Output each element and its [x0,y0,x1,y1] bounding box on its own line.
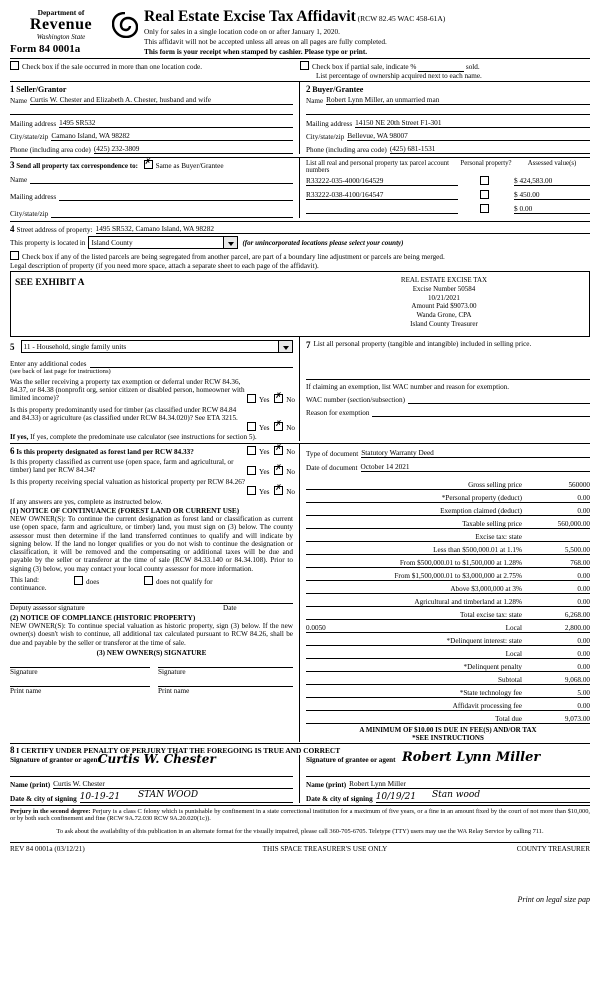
state-label: Washington State [36,33,86,41]
dept-label: Department of [37,8,85,17]
sold-label: sold. [465,63,480,71]
header-line-2: This affidavit will not be accepted unless all areas on all pages are fully completed. [144,37,387,46]
q2-note: If yes, complete the predominate use calculator (see instructions for section 5). [30,433,257,441]
stamp-line-4: Amount Paid $9073.00 [411,302,477,311]
grantee-date-city-label: Date & city of signing [306,795,373,803]
buyer-mailing-label: Mailing address [306,120,353,128]
local-value[interactable]: 2,800.00 [564,624,590,632]
stamp-line-2: Excise Number 50584 [412,284,476,293]
personal-property-list[interactable] [306,368,590,380]
parcel-table-section [300,158,590,218]
stamp-line-3: 10/21/2021 [428,293,460,302]
state-technology-fee-label: *State technology fee [459,689,522,697]
county-value: Island County [91,238,133,247]
partial-sale-label: Check box if partial sale, indicate % [312,63,417,71]
reason-exemption-label: Reason for exemption [306,409,370,417]
perjury-lead: Perjury in the second degree: [10,808,91,815]
new-owner-printname-label-1: Print name [10,686,42,695]
use-code-dropdown[interactable] [21,340,294,353]
exemption-claimed-value[interactable]: 0.00 [577,507,590,515]
buyer-phone-value[interactable]: (425) 681-1531 [390,144,590,154]
delinquent-interest-local-value[interactable]: 0.00 [577,650,590,658]
s6q1-no-label: No [286,448,296,456]
minimum-due-note: A MINIMUM OF $10.00 IS DUE IN FEE(S) AND/OR TAX [359,726,537,734]
s6q2-yes-checkbox[interactable] [247,466,256,475]
does-not-label: does not qualify for [156,577,213,586]
seller-section [10,82,300,154]
assessed-value[interactable]: $ 424,583.00 [514,176,590,186]
timber-question: Is this property predominantly used for timber (as classified under RCW 84.84 and 84.33) or agriculture (as classified under RCW 84.34.020)? See ETA 3215. [10,406,238,422]
continuance-text: NEW OWNER(S): To continue the current designation as forest land or classification as current use (open space, farm and agriculture, or timber) land, you must sign on (3) below. The county assessor must then determine if the land transferred continues to qualify and will indicate by signing below. If the land no longer qualifies or you do not wish to continue the designation or classification, it will be removed and the compensating or additional taxes will be due and payable by the seller or transferor at the time of sale (RCW 84.33.140 or 84.34.108). Prior to signing (3) below, you may contact your local county assessor for more information. [10,515,293,573]
seller-name-label: Name [10,97,28,105]
section3-row [10,158,590,218]
new-owner-printname-label-2: Print name [158,686,190,695]
use-code-value: 11 - Household, single family units [23,342,127,351]
ag-timber-label: Agricultural and timberland at 1.28% [414,598,522,606]
buyer-number: 2 [306,84,311,94]
exemption-instruction: If claiming an exemption, list WAC number and reason for exemption. [306,383,510,391]
section6-number: 6 [10,446,15,456]
buyer-name-label: Name [306,97,324,105]
continuance-label: continuance. [10,583,47,592]
reason-exemption-value[interactable] [372,407,590,417]
q2-no-checkbox[interactable] [274,422,283,431]
form-number: Form 84 0001a [10,43,81,55]
certify-heading: I CERTIFY UNDER PENALTY OF PERJURY THAT THE FOREGOING IS TRUE AND CORRECT [16,746,341,755]
compliance-text: NEW OWNER(S): To continue special valuation as historic property, sign (3) below. If the new owner(s) doesn't wish to continue, all additional tax calculated pursuant to RCW 84.26, shall be due and payable by the seller or transferor at the time of sale. [10,621,293,647]
same-as-buyer-label: Same as Buyer/Grantee [155,162,224,170]
section6 [10,444,300,742]
grantee-signature-label: Signature of grantee or agent [306,756,396,764]
delinquent-interest-state-label: *Delinquent interest: state [446,637,522,645]
seller-name-value[interactable]: Curtis W. Chester and Elizabeth A. Chester, husband and wife [30,95,293,105]
delinquent-penalty-label: *Delinquent penalty [463,663,522,671]
parties-row [10,82,590,154]
does-label: does [86,577,100,586]
assessed-value-header: Assessed value(s) [527,160,577,167]
document-date-label: Date of document [306,464,358,472]
affidavit-page [0,8,600,996]
parcel-row [306,190,590,200]
buyer-heading: Buyer/Grantee [312,85,364,94]
header-line-1: Only for sales in a single location code on or after January 1, 2020. [144,27,340,36]
additional-codes-value[interactable] [90,357,293,368]
see-back-note: (see back of last page for instructions) [10,368,111,375]
s6q3-yes-checkbox[interactable] [247,486,256,495]
current-use-question: Is this property classified as current use (open space, farm and agricultural, or timber) land per RCW 84.34? [10,458,234,474]
rcw-reference: (RCW 82.45 WAC 458-61A) [357,14,446,23]
top-checkbox-row [10,61,590,80]
form-title-block [138,8,590,56]
historic-question: Is this property receiving special valuation as historical property per RCW 84.26? [10,478,245,486]
if-any-yes-note: If any answers are yes, complete as instructed below. [10,498,163,506]
personal-property-deduct-value[interactable]: 0.00 [577,494,590,502]
segregation-checkbox[interactable] [10,251,19,260]
section3-number: 3 [10,160,15,170]
tier3-label: From $1,500,000.01 to $3,000,000 at 2.75% [394,572,522,580]
q1-no-checkbox[interactable] [274,394,283,403]
buyer-phone-label: Phone (including area code) [306,146,387,154]
chevron-down-icon[interactable] [223,237,237,248]
document-type-label: Type of document [306,450,359,458]
s6q1-yes-label: Yes [259,448,270,456]
seller-mailing-label: Mailing address [10,120,57,128]
parcel-header: List all real and personal property tax parcel account numbers [306,160,450,174]
document-type-value[interactable]: Statutory Warranty Deed [361,448,590,458]
seller-number: 1 [10,84,15,94]
tier4-label: Above $3,000,000 at 3% [450,585,522,593]
total-due-label: Total due [495,715,522,723]
section3-heading: Send all property tax correspondence to: [16,162,138,170]
continuance-heading: (1) NOTICE OF CONTINUANCE (FOREST LAND OR CURRENT USE) [10,507,240,515]
forest-land-question: Is this property designated as forest land per RCW 84.33? [16,448,194,456]
this-land-label: This land: [10,575,39,584]
seller-citystate-label: City/state/zip [10,133,49,141]
see-instructions-note: *SEE INSTRUCTIONS [412,734,484,742]
grantee-printname-value[interactable]: Robert Lynn Miller [349,779,590,789]
total-due-value[interactable]: 9,073.00 [564,715,590,723]
affidavit-processing-fee-label: Affidavit processing fee [452,702,522,710]
parcel-number[interactable]: R33222-035-4000/164529 [306,176,458,186]
personal-property-deduct-label: *Personal property (deduct) [441,494,522,502]
corr-citystate-label: City/state/zip [10,210,49,218]
tax-calculation-section [300,444,590,742]
county-treasurer-label: COUNTY TREASURER [516,845,590,854]
unincorporated-note: (for unincorporated locations please select your county) [242,238,404,247]
s6q3-no-label: No [286,488,296,496]
subtotal-value[interactable]: 9,068.00 [564,676,590,684]
street-address-value[interactable]: 1495 SR532, Camano Island, WA 98282 [96,224,590,234]
page-title: Real Estate Excise Tax Affidavit [144,8,356,25]
delinquent-penalty-value[interactable]: 0.00 [577,663,590,671]
located-in-label: This property is located in [10,238,86,247]
tier2-label: From $500,000.01 to $1,500,000 at 1.28% [399,559,522,567]
corr-mailing-value[interactable] [59,190,293,201]
section8-number: 8 [10,745,15,755]
chevron-down-icon[interactable] [278,341,292,352]
personal-property-checkbox[interactable] [480,190,489,199]
s6q2-no-label: No [286,468,296,476]
stamp-line-6: Island County Treasurer [410,319,478,328]
personal-property-checkbox[interactable] [480,176,489,185]
buyer-citystate-value[interactable]: Bellevue, WA 98007 [347,131,590,141]
corr-name-label: Name [10,176,28,184]
buyer-section [300,82,590,154]
section7-heading: List all personal property (tangible and intangible) included in selling price. [313,340,532,348]
assessed-value[interactable]: $ 450.00 [514,190,590,200]
excise-tax-state-label: Excise tax: state [475,533,522,541]
revenue-label: Revenue [29,16,93,33]
partial-sale-checkbox[interactable] [300,61,309,70]
grantee-city-value[interactable]: Stan wood [432,790,481,800]
grantor-date-value[interactable]: 10-19-21 [80,792,293,803]
seller-heading: Seller/Grantor [16,85,67,94]
local-rate-value[interactable]: 0.0050 [306,624,326,632]
q1-yes-checkbox[interactable] [247,394,256,403]
document-date-value[interactable]: October 14 2021 [361,462,591,472]
parcel-number[interactable]: R33222-038-4100/164547 [306,190,458,200]
tier1-value[interactable]: 5,500.00 [564,546,590,554]
section4 [10,224,590,272]
q2-no-label: No [286,424,296,432]
does-checkbox[interactable] [74,576,83,585]
form-header [10,8,590,56]
grantee-printname-label: Name (print) [306,781,347,789]
excise-stamp [299,272,589,336]
section4-number: 4 [10,224,15,234]
tax-correspondence-section [10,158,300,218]
q2-yes-checkbox[interactable] [247,422,256,431]
taxable-selling-price-label: Taxable selling price [462,520,522,528]
section5-number: 5 [10,341,15,352]
perjury-notice [10,808,590,822]
parcel-row [306,204,590,214]
perjury-text: Perjury is a class C felony which is punishable by confinement in a state correctional institution for a maximum of five years, or a fine in an amount fixed by the court of not more than $10,000, or by both such confinement and fine (RCW 9A.72.030 RCW 9A.20.020(1c)). [10,808,590,822]
county-dropdown[interactable] [88,236,238,249]
section8 [10,745,590,803]
form-revision: REV 84 0001a (03/12/21) [10,845,85,854]
grantor-city-value[interactable]: STAN WOOD [138,790,199,800]
tier3-value[interactable]: 0.00 [577,572,590,580]
gross-selling-price-value[interactable]: 560000 [568,481,590,489]
agency-logo [10,8,138,55]
multi-location-checkbox[interactable] [10,61,19,70]
grantee-date-value[interactable]: 10/19/21 [376,792,590,803]
affidavit-processing-fee-value[interactable]: 0.00 [577,702,590,710]
form-footer [10,845,590,853]
corr-name-value[interactable] [30,173,293,184]
new-owner-signature-label-1: Signature [10,667,38,676]
stamp-line-5: Wanda Grone, CPA [416,311,472,319]
taxable-selling-price-value[interactable]: 560,000.00 [557,520,590,528]
parcel-row [306,176,590,186]
street-address-label: Street address of property: [16,226,93,234]
wac-number-label: WAC number (section/subsection) [306,396,406,404]
wac-number-value[interactable] [408,394,590,404]
deputy-assessor-signature-label: Deputy assessor signature [10,603,85,612]
s6q3-no-checkbox[interactable] [274,486,283,495]
s6q1-no-checkbox[interactable] [274,446,283,455]
s6q3-yes-label: Yes [259,488,270,496]
treasurer-space-label: THIS SPACE TREASURER'S USE ONLY [262,845,388,854]
exemption-question: Was the seller receiving a property tax exemption or deferral under RCW 84.36, 84.37, or 84.38 (nonprofit org, senior citizen or disabled person, homeowner with limited income)? [10,378,245,402]
section5-7-row [10,337,590,441]
partial-note: List percentage of ownership acquired next to each name. [316,72,482,80]
revenue-swirl-icon [112,12,138,38]
section5 [10,337,300,441]
same-as-buyer-checkbox[interactable] [144,160,153,169]
additional-codes-label: Enter any additional codes [10,360,87,368]
corr-mailing-label: Mailing address [10,193,57,201]
s6q2-yes-label: Yes [259,468,270,476]
section6-amounts-row [10,444,590,742]
assessed-value[interactable]: $ 0.00 [514,204,590,214]
buyer-name-value[interactable]: Robert Lynn Miller, an unmarried man [326,95,590,105]
stamp-line-1: REAL ESTATE EXCISE TAX [400,276,488,284]
corr-citystate-value[interactable] [51,207,293,218]
q1-no-label: No [286,396,296,404]
ada-notice: To ask about the availability of this publication in an alternate format for the visually impaired, please call 360-705-6705. Teletype (TTY) users may use the WA Relay Service by calling 711. [56,828,544,835]
seller-mailing-value[interactable]: 1495 SR532 [59,118,293,128]
seller-phone-label: Phone (including area code) [10,146,91,154]
q1-yes-label: Yes [259,396,270,404]
compliance-heading: (2) NOTICE OF COMPLIANCE (HISTORIC PROPERTY) [10,613,196,622]
parcel-number[interactable] [306,213,458,214]
seller-citystate-value[interactable]: Camano Island, WA 98282 [51,131,293,141]
s6q2-no-checkbox[interactable] [274,466,283,475]
does-not-qualify-checkbox[interactable] [144,576,153,585]
gross-selling-price-label: Gross selling price [468,481,522,489]
total-excise-state-label: Total excise tax: state [460,611,522,619]
tier4-value[interactable]: 0.00 [577,585,590,593]
multi-location-label: Check box if the sale occurred in more than one location code. [22,63,203,71]
state-technology-fee-value[interactable]: 5.00 [577,689,590,697]
seller-phone-value[interactable]: (425) 232-3809 [94,144,293,154]
grantor-printname-value[interactable]: Curtis W. Chester [53,779,293,789]
ag-timber-value[interactable]: 0.00 [577,598,590,606]
delinquent-interest-state-value[interactable]: 0.00 [577,637,590,645]
personal-property-header: Personal property? [460,160,512,167]
tier2-value[interactable]: 768.00 [570,559,590,567]
section7-number: 7 [306,340,311,350]
tier1-label: Less than $500,000.01 at 1.1% [433,546,522,554]
new-owner-signature-label-2: Signature [158,667,186,676]
total-excise-state-value[interactable]: 6,268.00 [564,611,590,619]
buyer-mailing-value[interactable]: 14150 NE 20th Street F1-301 [355,118,590,128]
grantor-printname-label: Name (print) [10,781,51,789]
grantor-signature-label: Signature of grantor or agent [10,756,100,764]
grantee-signature-mark[interactable]: Robert Lynn Miller [402,750,541,765]
q2-note-lead: If yes, [10,433,29,441]
legal-description-box [10,272,590,337]
header-line-3: This form is your receipt when stamped by cashier. Please type or print. [144,47,368,56]
local-label: Local [505,624,522,632]
segregation-label: Check box if any of the listed parcels are being segregated from another parcel, are part of a boundary line adjustment or parcels are being merged. [22,253,445,261]
grantor-date-city-label: Date & city of signing [10,795,77,803]
subtotal-label: Subtotal [498,676,522,684]
section7 [300,337,590,441]
s6q1-yes-checkbox[interactable] [247,446,256,455]
buyer-citystate-label: City/state/zip [306,133,345,141]
assessor-date-label: Date [223,603,237,612]
q2-yes-label: Yes [259,424,270,432]
grantor-signature-mark[interactable]: Curtis W. Chester [98,752,216,766]
legal-description-value[interactable]: SEE EXHIBIT A [15,278,85,288]
personal-property-checkbox[interactable] [480,204,489,213]
print-note: Print on legal size pap [517,895,590,905]
legal-description-label: Legal description of property (if you need more space, attach a separate sheet to each page of the affidavit). [10,262,590,272]
new-owner-signature-heading: (3) NEW OWNER(S) SIGNATURE [96,648,207,657]
exemption-claimed-label: Exemption claimed (deduct) [440,507,522,515]
delinquent-interest-local-label: Local [505,650,522,658]
